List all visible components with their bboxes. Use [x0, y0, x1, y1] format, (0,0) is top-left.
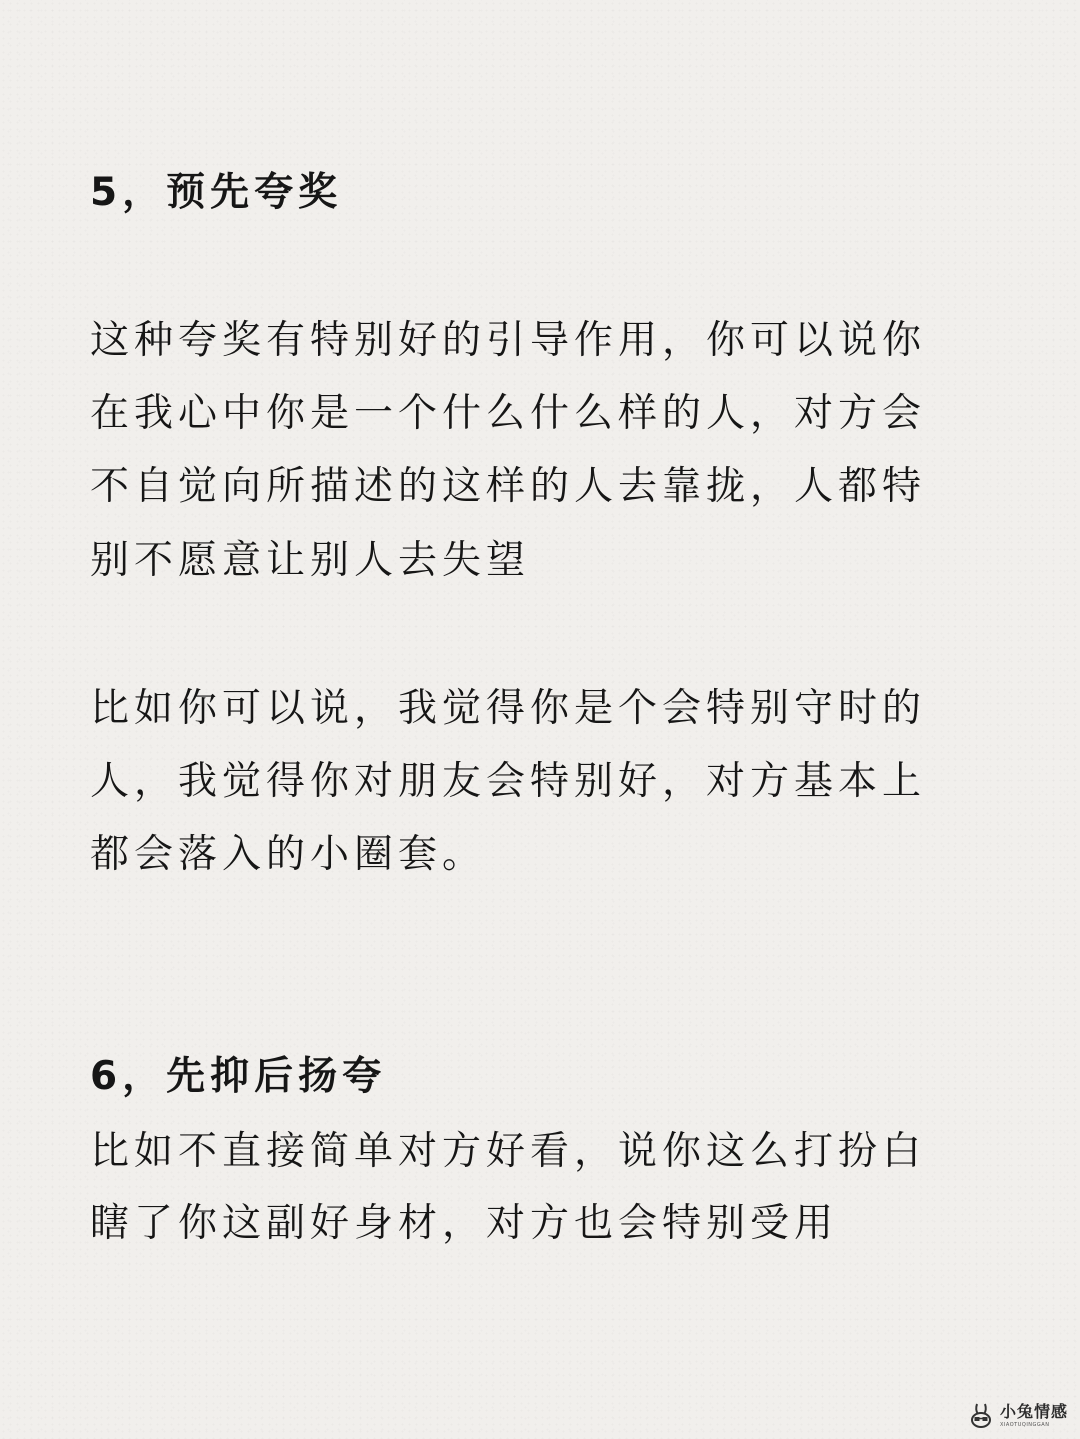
section-5-p2-line-2: 人，我觉得你对朋友会特别好，对方基本上 — [90, 759, 927, 804]
section-6-p1-line-1: 比如不直接简单对方好看，说你这么打扮白 — [90, 1129, 927, 1174]
rabbit-logo-icon — [968, 1402, 996, 1430]
section-5-p1-line-1: 这种夸奖有特别好的引导作用，你可以说你 — [90, 318, 927, 363]
watermark-main: 小兔情感 — [1000, 1402, 1069, 1421]
section-5-heading: 5，预先夸奖 — [90, 170, 343, 215]
section-5-p2-line-3: 都会落入的小圈套。 — [90, 832, 487, 877]
section-6-p1-line-2: 瞎了你这副好身材，对方也会特别受用 — [90, 1201, 839, 1246]
section-5-p1-line-3: 不自觉向所描述的这样的人去靠拢，人都特 — [90, 464, 927, 509]
section-5-p1-line-4: 别不愿意让别人去失望 — [90, 538, 531, 583]
section-5-p2-line-1: 比如你可以说，我觉得你是个会特别守时的 — [90, 686, 927, 731]
watermark — [968, 1398, 1068, 1434]
section-5-p1-line-2: 在我心中你是一个什么什么样的人，对方会 — [90, 391, 927, 436]
watermark-text — [1000, 1404, 1068, 1428]
section-6-heading: 6，先抑后扬夸 — [90, 1054, 387, 1099]
watermark-sub: XIAOTUQINGGAN — [1000, 1422, 1050, 1428]
